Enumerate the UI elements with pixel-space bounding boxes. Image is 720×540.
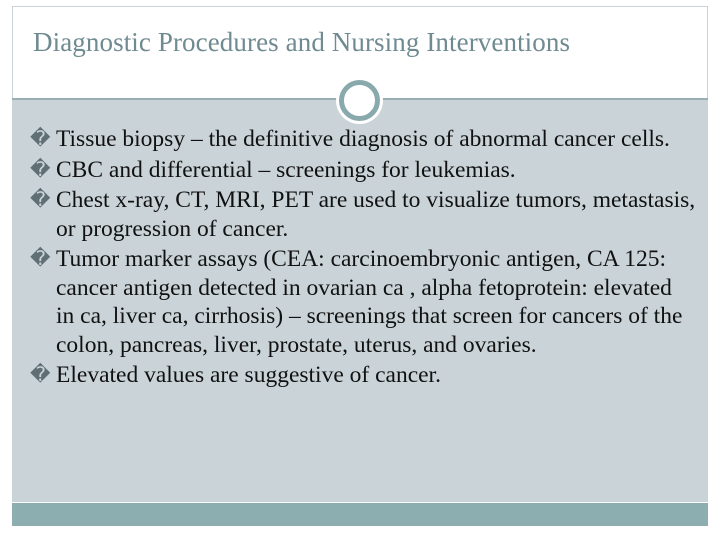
bullet-text: Elevated values are suggestive of cancer. [56,362,441,388]
slide-title: Diagnostic Procedures and Nursing Interventions [33,27,571,57]
bullet-text: CBC and differential – screenings for leukemias. [56,156,516,183]
bullet-list [30,124,696,391]
bullet-item [30,360,696,390]
bullet-text: Tissue biopsy – the definitive diagnosis of abnormal cancer cells. [56,126,670,152]
bullet-item [30,185,696,243]
footer-bar [12,503,708,526]
bullet-item [30,124,696,154]
bullet-icon: � [30,362,51,386]
bullet-text: Tumor marker assays (CEA: carcinoembryonic antigen, CA 125: cancer antigen detected in ovarian ca , alpha fetoprotein: elevated in ca, liver ca, cirrhosis) – screenings that screen for cancers of the colon, pancreas, liver, prostate, uterus, and ovaries. [56,246,683,358]
bullet-item [30,244,696,359]
bullet-icon: � [30,126,51,150]
circle-ornament-icon [339,80,380,121]
bullet-icon: � [30,246,51,270]
bullet-item [30,155,696,185]
bullet-text: Chest x-ray, CT, MRI, PET are used to visualize tumors, metastasis, or progression of cancer. [56,187,696,242]
bullet-icon: � [30,156,51,181]
bullet-icon: � [30,187,51,211]
